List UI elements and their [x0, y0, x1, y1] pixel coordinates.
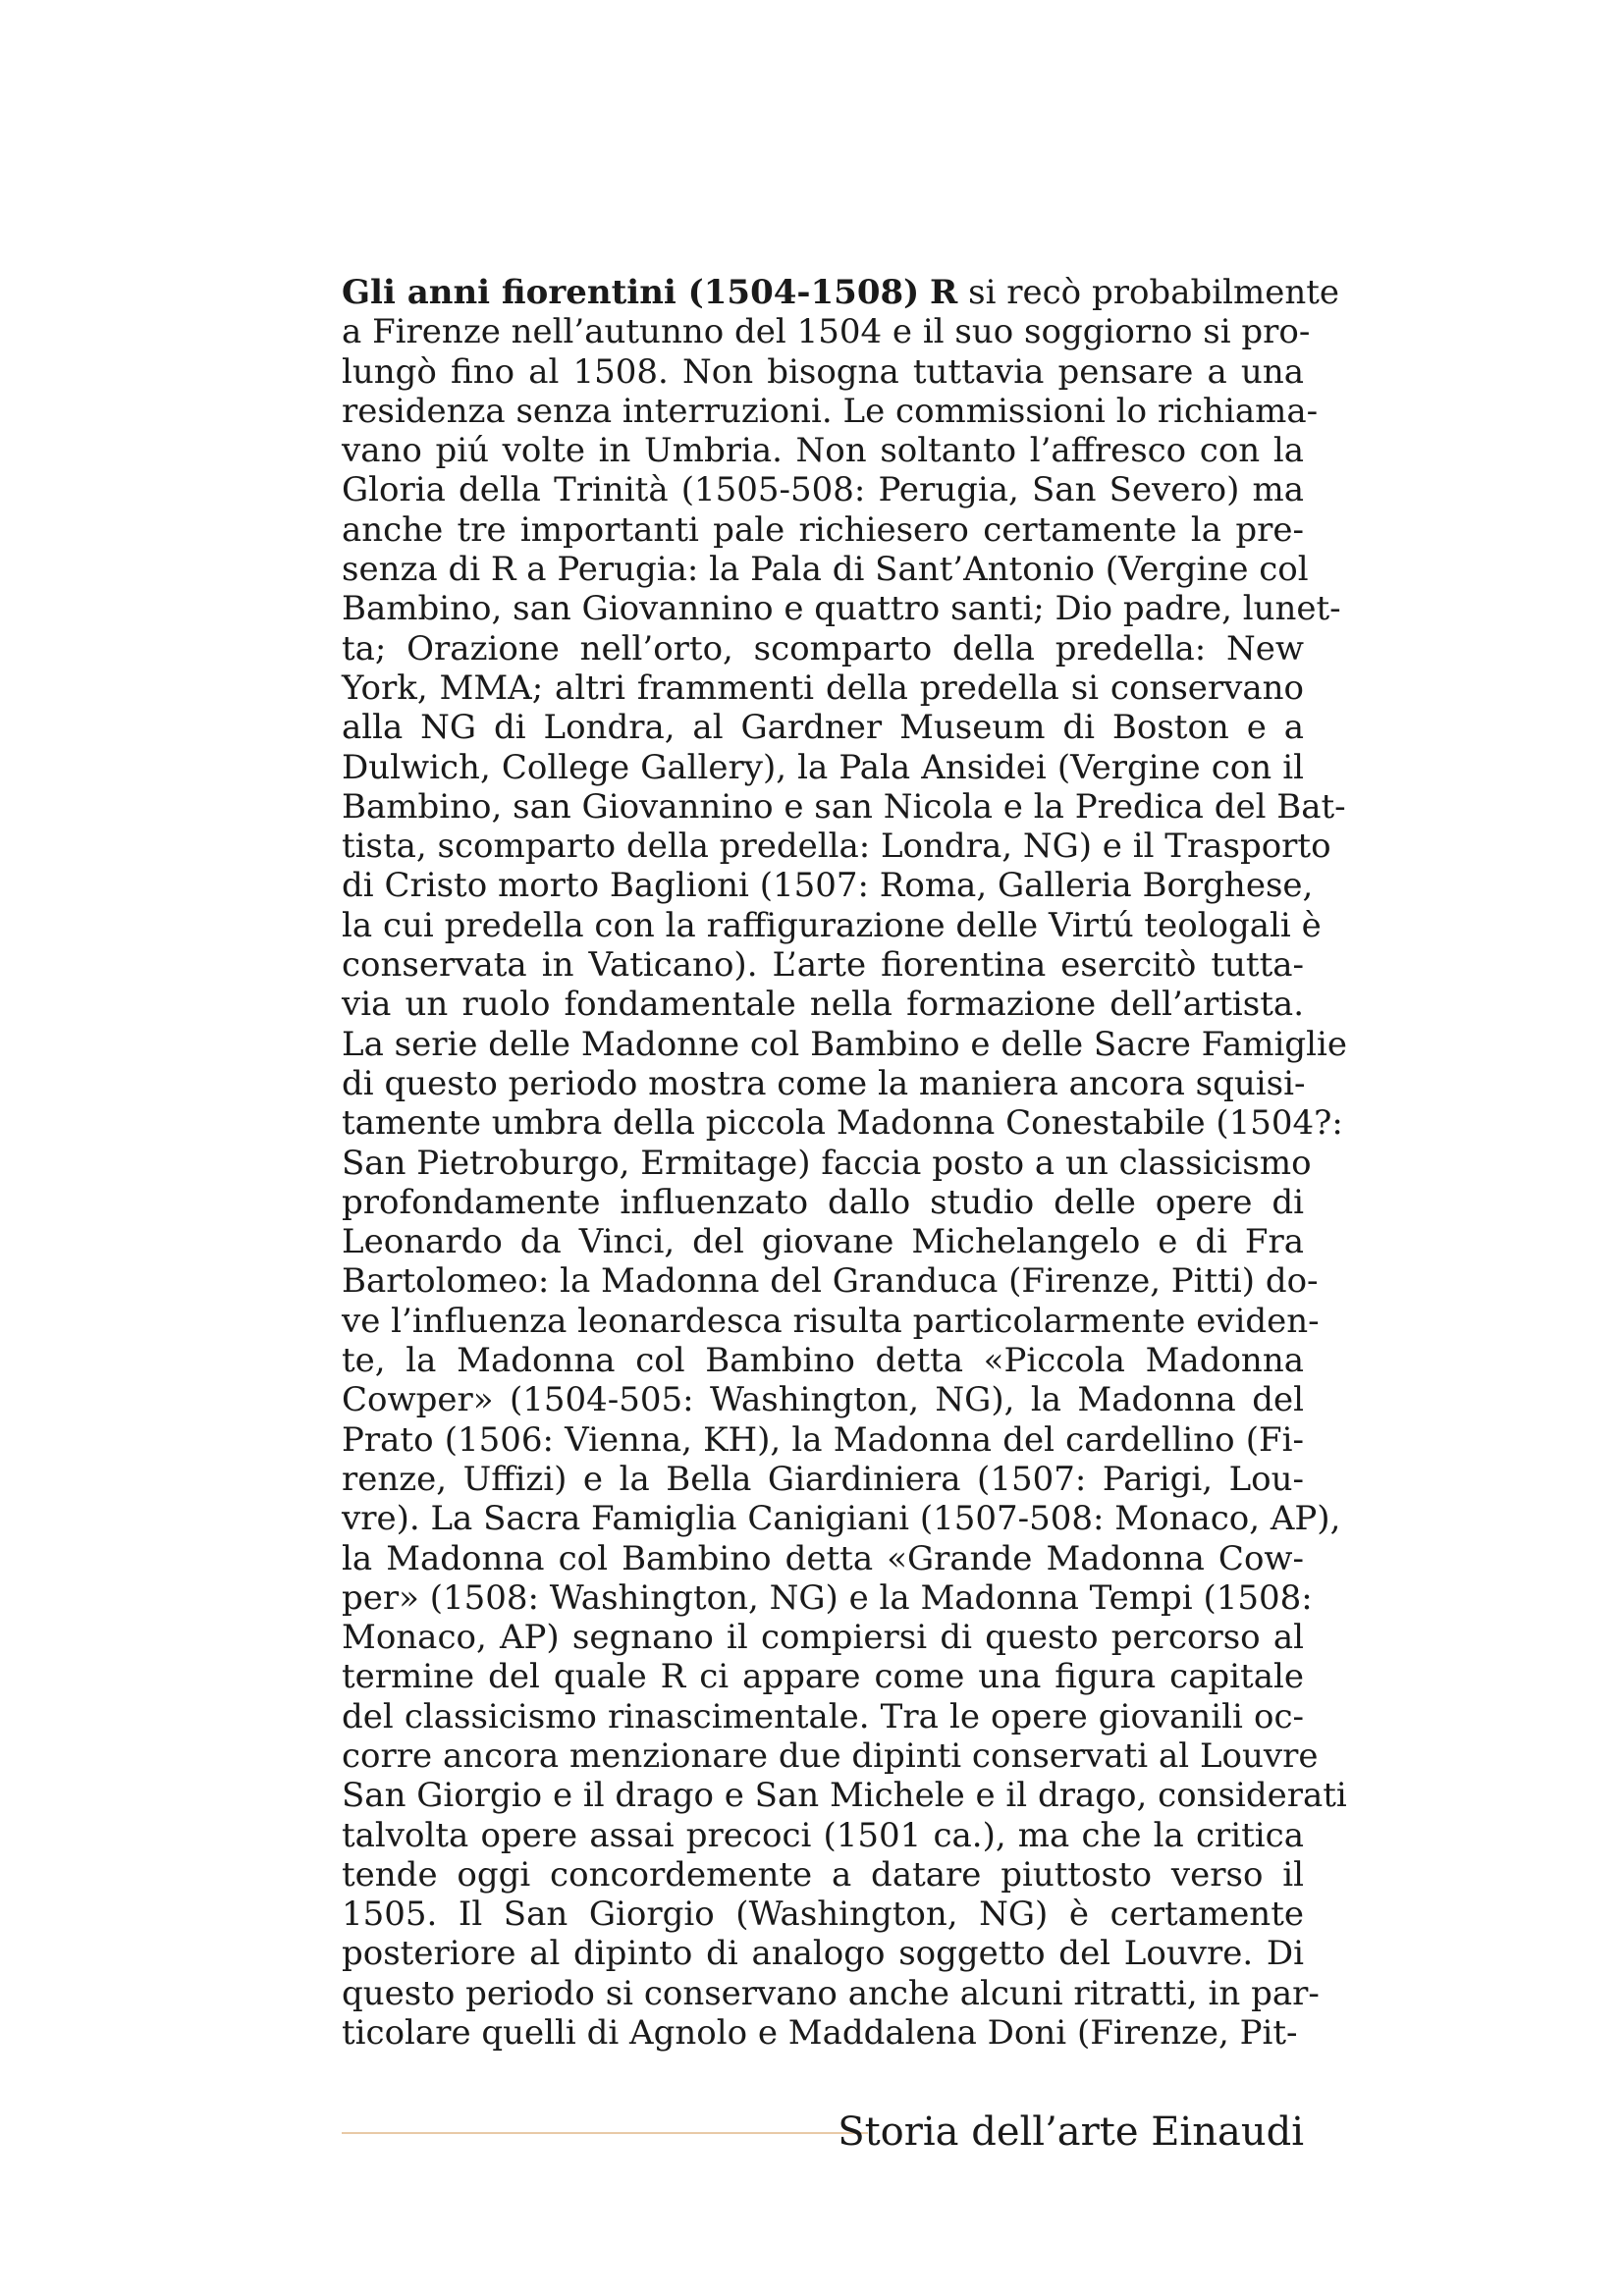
text-line-27: ve l’influenza leonardesca risulta particolarmente eviden- [342, 1301, 1320, 1341]
text-line-16: di Cristo morto Baglioni (1507: Roma, Galleria Borghese, [342, 866, 1314, 906]
text-line-45: ticolare quelli di Agnolo e Maddalena Doni (Firenze, Pit- [342, 2013, 1298, 2054]
text-line-36: termine del quale R ci appare come una figura capitale [342, 1657, 1304, 1697]
text-line-37: del classicismo rinascimentale. Tra le opere giovanili oc- [342, 1696, 1304, 1736]
text-line-26: Bartolomeo: la Madonna del Granduca (Firenze, Pitti) do- [342, 1261, 1319, 1302]
footer-rule [342, 2132, 868, 2134]
text-line-31: renze, Uffizi) e la Bella Giardiniera (1507: Parigi, Lou- [342, 1459, 1304, 1499]
text-line-3: lungò fino al 1508. Non bisogna tuttavia pensare a una [342, 351, 1304, 392]
text-line-10: ta; Orazione nell’orto, scomparto della predella: New [342, 628, 1304, 668]
text-line-5: vano piú volte in Umbria. Non soltanto l’affresco con la [342, 431, 1304, 471]
text-line-22: tamente umbra della piccola Madonna Conestabile (1504?: [342, 1103, 1343, 1144]
text-line-4: residenza senza interruzioni. Le commissioni lo richiama- [342, 391, 1319, 431]
text-line-30: Prato (1506: Vienna, KH), la Madonna del cardellino (Fi- [342, 1419, 1304, 1460]
text-line-25: Leonardo da Vinci, del giovane Michelangelo e di Fra [342, 1222, 1304, 1262]
text-line-1 [342, 273, 1340, 312]
text-line-14: Bambino, san Giovannino e san Nicola e la Predica del Bat- [342, 786, 1346, 827]
text-line-1-rest: si recò probabilmente [957, 273, 1340, 312]
text-line-17: la cui predella con la raffigurazione delle Virtú teologali è [342, 905, 1322, 945]
text-line-34: per» (1508: Washington, NG) e la Madonna Tempi (1508: [342, 1577, 1313, 1618]
text-line-35: Monaco, AP) segnano il compiersi di questo percorso al [342, 1618, 1304, 1658]
text-line-40: talvolta opere assai precoci (1501 ca.), ma che la critica [342, 1815, 1304, 1855]
page-footer [342, 2105, 1304, 2163]
text-line-15: tista, scomparto della predella: Londra, NG) e il Trasporto [342, 827, 1331, 867]
text-line-19: via un ruolo fondamentale nella formazione dell’artista. [342, 985, 1304, 1025]
text-line-20: La serie delle Madonne col Bambino e delle Sacre Famiglie [342, 1024, 1347, 1064]
text-line-43: posteriore al dipinto di analogo soggetto del Louvre. Di [342, 1934, 1304, 1974]
footer-title: Storia dell’arte Einaudi [838, 2109, 1304, 2155]
text-line-11: York, MMA; altri frammenti della predella si conservano [342, 667, 1304, 708]
text-line-42: 1505. Il San Giorgio (Washington, NG) è certamente [342, 1895, 1304, 1935]
text-line-13: Dulwich, College Gallery), la Pala Ansidei (Vergine con il [342, 747, 1304, 787]
text-line-9: Bambino, san Giovannino e quattro santi; Dio padre, lunet- [342, 589, 1341, 629]
text-line-23: San Pietroburgo, Ermitage) faccia posto a un classicismo [342, 1143, 1312, 1183]
text-line-18: conservata in Vaticano). L’arte fiorentina esercitò tutta- [342, 945, 1304, 986]
text-line-7: anche tre importanti pale richiesero certamente la pre- [342, 509, 1304, 550]
artist-initial: R [930, 273, 958, 312]
text-line-24: profondamente influenzato dallo studio delle opere di [342, 1182, 1304, 1222]
text-line-12: alla NG di Londra, al Gardner Museum di Boston e a [342, 708, 1304, 748]
text-line-28: te, la Madonna col Bambino detta «Piccola Madonna [342, 1341, 1304, 1381]
section-heading: Gli anni fiorentini (1504-1508) [342, 273, 920, 312]
text-line-2: a Firenze nell’autunno del 1504 e il suo soggiorno si pro- [342, 312, 1311, 352]
text-line-33: la Madonna col Bambino detta «Grande Madonna Cow- [342, 1538, 1304, 1578]
text-line-8: senza di R a Perugia: la Pala di Sant’Antonio (Vergine col [342, 550, 1309, 590]
text-line-39: San Giorgio e il drago e San Michele e il drago, considerati [342, 1776, 1347, 1816]
text-line-38: corre ancora menzionare due dipinti conservati al Louvre [342, 1735, 1319, 1776]
text-line-32: vre). La Sacra Famiglia Canigiani (1507-508: Monaco, AP), [342, 1499, 1341, 1539]
text-line-41: tende oggi concordemente a datare piuttosto verso il [342, 1854, 1304, 1895]
text-line-21: di questo periodo mostra come la maniera ancora squisi- [342, 1063, 1306, 1103]
text-line-29: Cowper» (1504-505: Washington, NG), la Madonna del [342, 1380, 1304, 1420]
text-line-44: questo periodo si conservano anche alcuni ritratti, in par- [342, 1973, 1320, 2013]
text-line-6: Gloria della Trinità (1505-508: Perugia, San Severo) ma [342, 470, 1304, 510]
article-body [342, 273, 1347, 2054]
